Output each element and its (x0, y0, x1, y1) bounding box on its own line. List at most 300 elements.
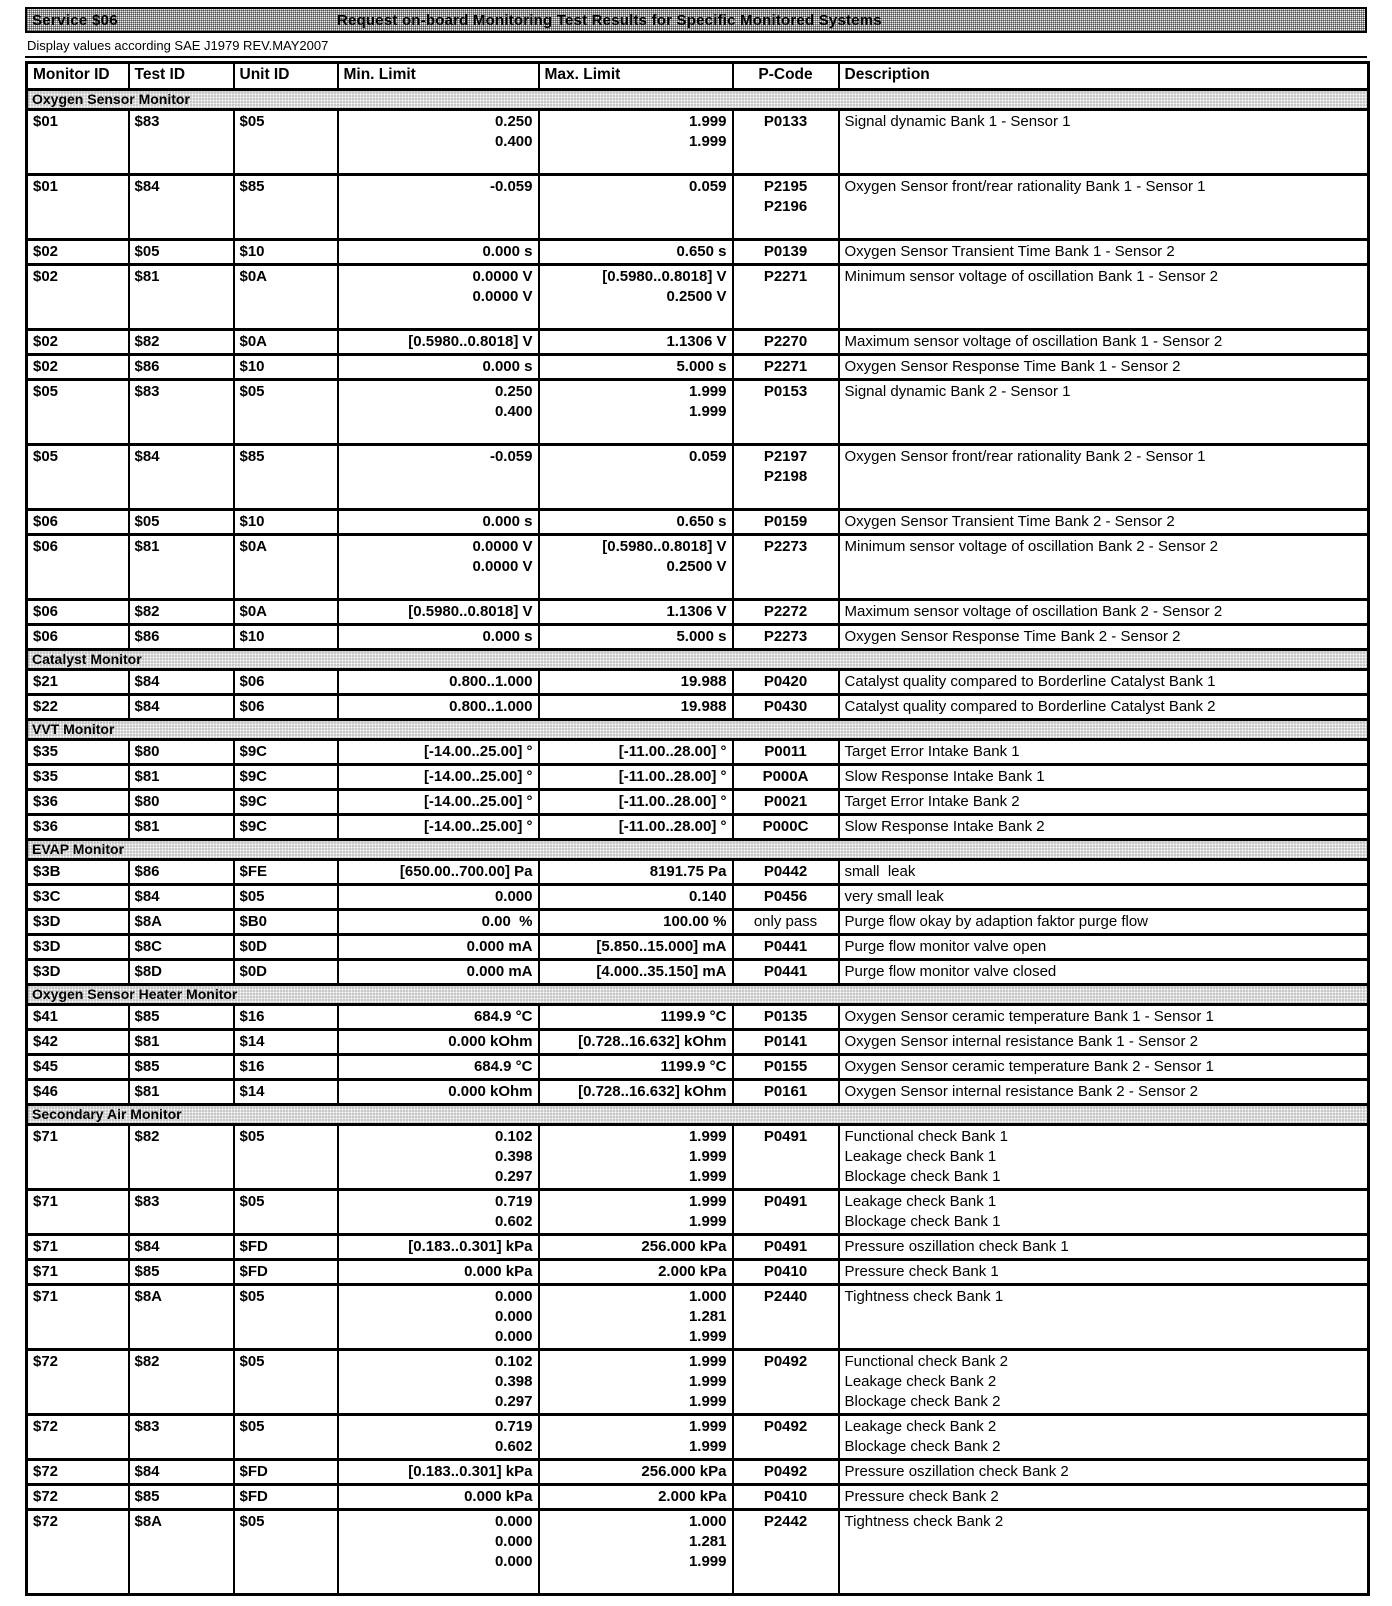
cell-monitor-id: $36 (27, 790, 129, 815)
cell-pcode: P0491 (733, 1125, 839, 1190)
cell-pcode: P0442 (733, 860, 839, 885)
cell-monitor-id: $72 (27, 1460, 129, 1485)
cell-min: 0.000 mA (338, 960, 539, 985)
cell-test-id: $86 (129, 355, 234, 380)
cell-unit-id: $0D (234, 935, 338, 960)
cell-monitor-id: $3B (27, 860, 129, 885)
section-header-row (27, 650, 1369, 670)
cell-pcode: P0155 (733, 1055, 839, 1080)
table-row (27, 625, 1369, 650)
cell-unit-id: $05 (234, 1350, 338, 1415)
cell-test-id: $81 (129, 765, 234, 790)
cell-description: Oxygen Sensor Transient Time Bank 2 - Sensor 2 (839, 510, 1369, 535)
cell-pcode: P0492 (733, 1415, 839, 1460)
section-title: Oxygen Sensor Heater Monitor (27, 985, 1369, 1005)
cell-pcode: P0420 (733, 670, 839, 695)
cell-max: 1199.9 °C (539, 1055, 733, 1080)
page-title: Request on-board Monitoring Test Results for Specific Monitored Systems (337, 11, 882, 29)
table-row (27, 1460, 1369, 1485)
cell-monitor-id: $46 (27, 1080, 129, 1105)
cell-description: Minimum sensor voltage of oscillation Bank 1 - Sensor 2 (839, 265, 1369, 330)
cell-monitor-id: $01 (27, 175, 129, 240)
table-row (27, 1285, 1369, 1350)
cell-description: Pressure oszillation check Bank 1 (839, 1235, 1369, 1260)
col-header-test-id: Test ID (129, 63, 234, 90)
cell-monitor-id: $35 (27, 765, 129, 790)
cell-pcode: P0441 (733, 960, 839, 985)
cell-monitor-id: $05 (27, 445, 129, 510)
cell-max: [4.000..35.150] mA (539, 960, 733, 985)
cell-monitor-id: $06 (27, 535, 129, 600)
cell-pcode: P2195 P2196 (733, 175, 839, 240)
col-header-unit-id: Unit ID (234, 63, 338, 90)
cell-min: [0.183..0.301] kPa (338, 1235, 539, 1260)
cell-test-id: $85 (129, 1260, 234, 1285)
section-title: Oxygen Sensor Monitor (27, 90, 1369, 110)
cell-max: 1.999 1.999 1.999 (539, 1350, 733, 1415)
cell-pcode: P2440 (733, 1285, 839, 1350)
cell-min: -0.059 (338, 445, 539, 510)
cell-unit-id: $14 (234, 1080, 338, 1105)
cell-test-id: $86 (129, 860, 234, 885)
table-row (27, 740, 1369, 765)
subtitle: Display values according SAE J1979 REV.MAY2007 (27, 38, 329, 53)
cell-min: 0.00 % (338, 910, 539, 935)
monitoring-results-table (25, 61, 1370, 1596)
cell-pcode: P0135 (733, 1005, 839, 1030)
cell-description: very small leak (839, 885, 1369, 910)
cell-min: 0.000 kOhm (338, 1080, 539, 1105)
cell-unit-id: $B0 (234, 910, 338, 935)
cell-max: 1199.9 °C (539, 1005, 733, 1030)
cell-unit-id: $9C (234, 765, 338, 790)
cell-min: 0.250 0.400 (338, 380, 539, 445)
table-row (27, 1030, 1369, 1055)
cell-monitor-id: $35 (27, 740, 129, 765)
cell-unit-id: $10 (234, 355, 338, 380)
cell-min: [-14.00..25.00] ° (338, 765, 539, 790)
cell-test-id: $8D (129, 960, 234, 985)
cell-unit-id: $06 (234, 670, 338, 695)
cell-description: Oxygen Sensor Response Time Bank 2 - Sensor 2 (839, 625, 1369, 650)
table-row (27, 910, 1369, 935)
cell-unit-id: $05 (234, 1125, 338, 1190)
table-row (27, 695, 1369, 720)
cell-test-id: $80 (129, 740, 234, 765)
cell-min: 0.102 0.398 0.297 (338, 1125, 539, 1190)
cell-test-id: $83 (129, 1415, 234, 1460)
cell-max: 8191.75 Pa (539, 860, 733, 885)
results-table-body (27, 90, 1369, 1595)
section-header-row (27, 985, 1369, 1005)
cell-monitor-id: $71 (27, 1260, 129, 1285)
cell-monitor-id: $3D (27, 960, 129, 985)
cell-description: Oxygen Sensor front/rear rationality Bank 1 - Sensor 1 (839, 175, 1369, 240)
cell-max: 5.000 s (539, 355, 733, 380)
cell-description: Oxygen Sensor front/rear rationality Bank 2 - Sensor 1 (839, 445, 1369, 510)
cell-max: [-11.00..28.00] ° (539, 790, 733, 815)
col-header-min-limit: Min. Limit (338, 63, 539, 90)
cell-unit-id: $14 (234, 1030, 338, 1055)
table-row (27, 535, 1369, 600)
section-header-row (27, 840, 1369, 860)
cell-unit-id: $FD (234, 1260, 338, 1285)
cell-unit-id: $0A (234, 265, 338, 330)
cell-unit-id: $FD (234, 1460, 338, 1485)
cell-max: 2.000 kPa (539, 1485, 733, 1510)
cell-test-id: $81 (129, 535, 234, 600)
cell-test-id: $84 (129, 445, 234, 510)
cell-description: Tightness check Bank 2 (839, 1510, 1369, 1595)
cell-unit-id: $0D (234, 960, 338, 985)
cell-min: 0.800..1.000 (338, 670, 539, 695)
cell-unit-id: $05 (234, 1285, 338, 1350)
cell-description: Slow Response Intake Bank 2 (839, 815, 1369, 840)
cell-unit-id: $FD (234, 1485, 338, 1510)
cell-unit-id: $05 (234, 1415, 338, 1460)
table-row (27, 110, 1369, 175)
cell-max: 1.999 1.999 (539, 380, 733, 445)
cell-max: [0.728..16.632] kOhm (539, 1080, 733, 1105)
table-row (27, 1005, 1369, 1030)
cell-monitor-id: $01 (27, 110, 129, 175)
cell-pcode: P2272 (733, 600, 839, 625)
cell-unit-id: $10 (234, 625, 338, 650)
cell-description: Oxygen Sensor internal resistance Bank 1 - Sensor 2 (839, 1030, 1369, 1055)
cell-max: 0.650 s (539, 510, 733, 535)
cell-max: 1.000 1.281 1.999 (539, 1510, 733, 1595)
cell-test-id: $83 (129, 110, 234, 175)
cell-monitor-id: $02 (27, 240, 129, 265)
cell-min: [650.00..700.00] Pa (338, 860, 539, 885)
cell-min: 0.000 (338, 885, 539, 910)
cell-pcode: only pass (733, 910, 839, 935)
cell-description: Oxygen Sensor Transient Time Bank 1 - Sensor 2 (839, 240, 1369, 265)
cell-monitor-id: $06 (27, 600, 129, 625)
cell-pcode: P0141 (733, 1030, 839, 1055)
cell-test-id: $82 (129, 1125, 234, 1190)
cell-description: small leak (839, 860, 1369, 885)
cell-max: 1.999 1.999 (539, 1190, 733, 1235)
table-row (27, 790, 1369, 815)
table-row (27, 935, 1369, 960)
cell-pcode: P0491 (733, 1190, 839, 1235)
cell-monitor-id: $22 (27, 695, 129, 720)
cell-test-id: $05 (129, 240, 234, 265)
cell-pcode: P2270 (733, 330, 839, 355)
cell-max: 5.000 s (539, 625, 733, 650)
cell-pcode: P0021 (733, 790, 839, 815)
cell-max: [0.5980..0.8018] V 0.2500 V (539, 535, 733, 600)
cell-max: 256.000 kPa (539, 1235, 733, 1260)
cell-test-id: $84 (129, 1235, 234, 1260)
cell-pcode: P2271 (733, 355, 839, 380)
cell-min: 684.9 °C (338, 1005, 539, 1030)
cell-min: 0.719 0.602 (338, 1190, 539, 1235)
cell-test-id: $84 (129, 175, 234, 240)
table-row (27, 960, 1369, 985)
cell-description: Oxygen Sensor internal resistance Bank 2 - Sensor 2 (839, 1080, 1369, 1105)
cell-max: 1.999 1.999 (539, 110, 733, 175)
cell-min: 0.000 s (338, 510, 539, 535)
cell-min: [-14.00..25.00] ° (338, 740, 539, 765)
cell-unit-id: $16 (234, 1055, 338, 1080)
cell-min: 0.800..1.000 (338, 695, 539, 720)
cell-min: [0.5980..0.8018] V (338, 600, 539, 625)
cell-max: [-11.00..28.00] ° (539, 815, 733, 840)
cell-monitor-id: $42 (27, 1030, 129, 1055)
table-row (27, 765, 1369, 790)
cell-max: [0.728..16.632] kOhm (539, 1030, 733, 1055)
section-title: EVAP Monitor (27, 840, 1369, 860)
service-id-label: Service $06 (32, 11, 118, 29)
cell-unit-id: $9C (234, 815, 338, 840)
cell-test-id: $8C (129, 935, 234, 960)
table-row (27, 175, 1369, 240)
cell-pcode: P0492 (733, 1460, 839, 1485)
col-header-description: Description (839, 63, 1369, 90)
cell-min: -0.059 (338, 175, 539, 240)
cell-pcode: P0491 (733, 1235, 839, 1260)
cell-pcode: P0492 (733, 1350, 839, 1415)
cell-min: [0.5980..0.8018] V (338, 330, 539, 355)
table-row (27, 1235, 1369, 1260)
cell-pcode: P0441 (733, 935, 839, 960)
table-row (27, 445, 1369, 510)
cell-test-id: $81 (129, 1080, 234, 1105)
cell-pcode: P2442 (733, 1510, 839, 1595)
cell-test-id: $81 (129, 1030, 234, 1055)
cell-description: Oxygen Sensor Response Time Bank 1 - Sensor 2 (839, 355, 1369, 380)
cell-max: [-11.00..28.00] ° (539, 765, 733, 790)
cell-max: 0.059 (539, 445, 733, 510)
cell-monitor-id: $72 (27, 1485, 129, 1510)
cell-monitor-id: $72 (27, 1415, 129, 1460)
cell-max: 2.000 kPa (539, 1260, 733, 1285)
cell-description: Signal dynamic Bank 2 - Sensor 1 (839, 380, 1369, 445)
cell-monitor-id: $72 (27, 1350, 129, 1415)
cell-test-id: $84 (129, 670, 234, 695)
cell-min: 0.0000 V 0.0000 V (338, 265, 539, 330)
cell-description: Oxygen Sensor ceramic temperature Bank 2 - Sensor 1 (839, 1055, 1369, 1080)
cell-test-id: $8A (129, 910, 234, 935)
cell-description: Tightness check Bank 1 (839, 1285, 1369, 1350)
cell-max: [-11.00..28.00] ° (539, 740, 733, 765)
cell-test-id: $84 (129, 695, 234, 720)
cell-description: Purge flow okay by adaption faktor purge flow (839, 910, 1369, 935)
cell-description: Oxygen Sensor ceramic temperature Bank 1 - Sensor 1 (839, 1005, 1369, 1030)
cell-description: Pressure oszillation check Bank 2 (839, 1460, 1369, 1485)
cell-max: 1.999 1.999 1.999 (539, 1125, 733, 1190)
cell-unit-id: $10 (234, 240, 338, 265)
cell-monitor-id: $71 (27, 1190, 129, 1235)
cell-min: 684.9 °C (338, 1055, 539, 1080)
cell-monitor-id: $05 (27, 380, 129, 445)
cell-description: Target Error Intake Bank 2 (839, 790, 1369, 815)
cell-unit-id: $05 (234, 885, 338, 910)
cell-description: Functional check Bank 1 Leakage check Bank 1 Blockage check Bank 1 (839, 1125, 1369, 1190)
cell-unit-id: $0A (234, 600, 338, 625)
cell-min: 0.000 mA (338, 935, 539, 960)
cell-monitor-id: $41 (27, 1005, 129, 1030)
table-row (27, 330, 1369, 355)
cell-pcode: P000C (733, 815, 839, 840)
cell-min: 0.000 s (338, 240, 539, 265)
cell-description: Slow Response Intake Bank 1 (839, 765, 1369, 790)
cell-min: 0.000 s (338, 625, 539, 650)
cell-pcode: P0410 (733, 1260, 839, 1285)
cell-pcode: P000A (733, 765, 839, 790)
cell-pcode: P0161 (733, 1080, 839, 1105)
cell-test-id: $84 (129, 885, 234, 910)
cell-description: Signal dynamic Bank 1 - Sensor 1 (839, 110, 1369, 175)
cell-unit-id: $10 (234, 510, 338, 535)
cell-monitor-id: $21 (27, 670, 129, 695)
cell-pcode: P0159 (733, 510, 839, 535)
table-row (27, 380, 1369, 445)
cell-test-id: $81 (129, 265, 234, 330)
divider (25, 56, 1367, 58)
cell-monitor-id: $06 (27, 510, 129, 535)
cell-test-id: $83 (129, 380, 234, 445)
cell-monitor-id: $06 (27, 625, 129, 650)
cell-max: [5.850..15.000] mA (539, 935, 733, 960)
cell-min: 0.000 kOhm (338, 1030, 539, 1055)
cell-pcode: P2197 P2198 (733, 445, 839, 510)
col-header-p-code: P-Code (733, 63, 839, 90)
table-row (27, 885, 1369, 910)
cell-max: 19.988 (539, 695, 733, 720)
cell-monitor-id: $3D (27, 935, 129, 960)
cell-max: 1.000 1.281 1.999 (539, 1285, 733, 1350)
col-header-max-limit: Max. Limit (539, 63, 733, 90)
cell-max: 19.988 (539, 670, 733, 695)
cell-monitor-id: $3D (27, 910, 129, 935)
table-row (27, 510, 1369, 535)
cell-min: 0.719 0.602 (338, 1415, 539, 1460)
cell-unit-id: $0A (234, 330, 338, 355)
table-row (27, 1055, 1369, 1080)
cell-monitor-id: $45 (27, 1055, 129, 1080)
cell-monitor-id: $36 (27, 815, 129, 840)
section-header-row (27, 90, 1369, 110)
cell-monitor-id: $02 (27, 330, 129, 355)
cell-unit-id: $05 (234, 1510, 338, 1595)
section-header-row (27, 720, 1369, 740)
cell-test-id: $8A (129, 1510, 234, 1595)
section-title: Secondary Air Monitor (27, 1105, 1369, 1125)
table-row (27, 265, 1369, 330)
cell-pcode: P0011 (733, 740, 839, 765)
cell-test-id: $83 (129, 1190, 234, 1235)
cell-pcode: P0410 (733, 1485, 839, 1510)
table-row (27, 240, 1369, 265)
cell-unit-id: $85 (234, 175, 338, 240)
cell-max: 100.00 % (539, 910, 733, 935)
table-row (27, 670, 1369, 695)
cell-pcode: P0456 (733, 885, 839, 910)
cell-unit-id: $06 (234, 695, 338, 720)
cell-description: Catalyst quality compared to Borderline Catalyst Bank 2 (839, 695, 1369, 720)
cell-unit-id: $16 (234, 1005, 338, 1030)
cell-max: 0.650 s (539, 240, 733, 265)
table-row (27, 1485, 1369, 1510)
cell-min: 0.000 s (338, 355, 539, 380)
table-row (27, 600, 1369, 625)
cell-test-id: $84 (129, 1460, 234, 1485)
cell-min: 0.000 kPa (338, 1485, 539, 1510)
cell-test-id: $80 (129, 790, 234, 815)
cell-min: [-14.00..25.00] ° (338, 815, 539, 840)
cell-max: 0.059 (539, 175, 733, 240)
cell-test-id: $85 (129, 1055, 234, 1080)
table-row (27, 1080, 1369, 1105)
title-bar (25, 7, 1367, 33)
cell-description: Functional check Bank 2 Leakage check Bank 2 Blockage check Bank 2 (839, 1350, 1369, 1415)
cell-unit-id: $FE (234, 860, 338, 885)
col-header-monitor-id: Monitor ID (27, 63, 129, 90)
cell-description: Leakage check Bank 1 Blockage check Bank 1 (839, 1190, 1369, 1235)
cell-monitor-id: $02 (27, 355, 129, 380)
cell-unit-id: $9C (234, 740, 338, 765)
cell-monitor-id: $71 (27, 1125, 129, 1190)
cell-pcode: P2271 (733, 265, 839, 330)
cell-description: Purge flow monitor valve open (839, 935, 1369, 960)
table-row (27, 1350, 1369, 1415)
cell-max: 0.140 (539, 885, 733, 910)
table-row (27, 1260, 1369, 1285)
cell-test-id: $8A (129, 1285, 234, 1350)
cell-test-id: $82 (129, 1350, 234, 1415)
cell-description: Leakage check Bank 2 Blockage check Bank 2 (839, 1415, 1369, 1460)
cell-min: 0.000 kPa (338, 1260, 539, 1285)
cell-unit-id: $85 (234, 445, 338, 510)
cell-unit-id: $0A (234, 535, 338, 600)
cell-description: Catalyst quality compared to Borderline Catalyst Bank 1 (839, 670, 1369, 695)
table-row (27, 1190, 1369, 1235)
cell-test-id: $85 (129, 1005, 234, 1030)
cell-monitor-id: $71 (27, 1235, 129, 1260)
cell-max: 1.1306 V (539, 600, 733, 625)
cell-description: Purge flow monitor valve closed (839, 960, 1369, 985)
cell-max: 1.1306 V (539, 330, 733, 355)
cell-pcode: P2273 (733, 535, 839, 600)
cell-description: Pressure check Bank 1 (839, 1260, 1369, 1285)
cell-max: [0.5980..0.8018] V 0.2500 V (539, 265, 733, 330)
table-row (27, 860, 1369, 885)
cell-pcode: P0153 (733, 380, 839, 445)
table-row (27, 815, 1369, 840)
cell-description: Maximum sensor voltage of oscillation Bank 2 - Sensor 2 (839, 600, 1369, 625)
section-title: Catalyst Monitor (27, 650, 1369, 670)
cell-min: 0.0000 V 0.0000 V (338, 535, 539, 600)
cell-monitor-id: $3C (27, 885, 129, 910)
cell-min: [0.183..0.301] kPa (338, 1460, 539, 1485)
cell-min: 0.000 0.000 0.000 (338, 1510, 539, 1595)
section-title: VVT Monitor (27, 720, 1369, 740)
cell-monitor-id: $72 (27, 1510, 129, 1595)
cell-min: 0.102 0.398 0.297 (338, 1350, 539, 1415)
table-row (27, 1415, 1369, 1460)
table-row (27, 1125, 1369, 1190)
section-header-row (27, 1105, 1369, 1125)
cell-max: 1.999 1.999 (539, 1415, 733, 1460)
table-row (27, 355, 1369, 380)
table-row (27, 1510, 1369, 1595)
cell-pcode: P2273 (733, 625, 839, 650)
cell-min: [-14.00..25.00] ° (338, 790, 539, 815)
cell-test-id: $86 (129, 625, 234, 650)
